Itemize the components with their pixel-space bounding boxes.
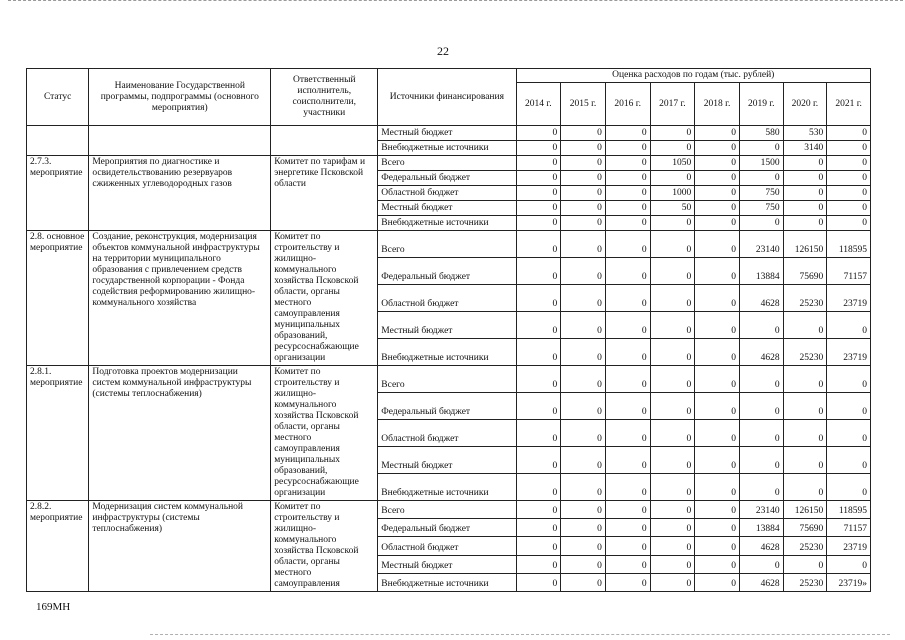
value-cell: 25230 [783, 285, 827, 312]
value-cell: 0 [561, 501, 606, 519]
program-cell [89, 126, 271, 156]
value-cell: 0 [827, 447, 871, 474]
value-cell: 0 [695, 171, 740, 186]
value-cell: 0 [650, 366, 695, 393]
value-cell: 23719 [827, 339, 871, 366]
value-cell: 0 [739, 447, 783, 474]
value-cell: 0 [695, 216, 740, 231]
value-cell: 23719» [827, 573, 871, 591]
value-cell: 0 [650, 285, 695, 312]
table-row [27, 126, 871, 141]
value-cell: 0 [516, 393, 561, 420]
value-cell: 0 [695, 141, 740, 156]
value-cell: 0 [605, 393, 650, 420]
source-cell: Внебюджетные источники [378, 474, 516, 501]
value-cell: 0 [650, 231, 695, 258]
value-cell: 0 [827, 141, 871, 156]
value-cell: 0 [561, 141, 606, 156]
value-cell: 0 [605, 231, 650, 258]
source-cell: Местный бюджет [378, 126, 516, 141]
value-cell: 0 [516, 474, 561, 501]
source-cell: Областной бюджет [378, 537, 516, 555]
value-cell: 0 [516, 186, 561, 201]
value-cell: 0 [650, 141, 695, 156]
header-year: 2018 г. [695, 83, 740, 126]
table-row [27, 156, 871, 171]
program-cell: Создание, реконструкция, модернизация объектов коммунальной инфраструктуры на территории муниципального образования с привлечением средств государственной корпорации - Фонда содействия реформированию жилищно-коммунального хозяйства [89, 231, 271, 366]
value-cell: 0 [695, 126, 740, 141]
value-cell: 0 [605, 339, 650, 366]
value-cell: 0 [605, 141, 650, 156]
value-cell: 0 [561, 126, 606, 141]
value-cell: 0 [516, 231, 561, 258]
value-cell: 0 [605, 366, 650, 393]
value-cell: 0 [827, 201, 871, 216]
scan-bottom-edge [150, 634, 890, 635]
value-cell: 0 [516, 156, 561, 171]
value-cell: 0 [739, 171, 783, 186]
value-cell: 50 [650, 201, 695, 216]
value-cell: 0 [516, 573, 561, 591]
value-cell: 0 [516, 555, 561, 573]
value-cell: 23719 [827, 285, 871, 312]
value-cell: 126150 [783, 501, 827, 519]
executor-cell: Комитет по строительству и жилищно-коммунального хозяйства Псковской области, органы местного самоуправления [271, 501, 378, 592]
value-cell: 0 [695, 447, 740, 474]
program-cell: Подготовка проектов модернизации систем коммунальной инфраструктуры (системы теплоснабжения) [89, 366, 271, 501]
value-cell: 0 [827, 156, 871, 171]
value-cell: 0 [650, 555, 695, 573]
value-cell: 0 [516, 339, 561, 366]
value-cell: 0 [695, 186, 740, 201]
value-cell: 0 [783, 216, 827, 231]
value-cell: 0 [605, 501, 650, 519]
value-cell: 0 [695, 474, 740, 501]
value-cell: 0 [783, 393, 827, 420]
source-cell: Местный бюджет [378, 555, 516, 573]
value-cell: 0 [561, 285, 606, 312]
header-year: 2020 г. [783, 83, 827, 126]
value-cell: 0 [561, 231, 606, 258]
value-cell: 0 [561, 216, 606, 231]
value-cell: 71157 [827, 519, 871, 537]
header-status: Статус [27, 69, 89, 126]
value-cell: 23719 [827, 537, 871, 555]
value-cell: 0 [605, 201, 650, 216]
value-cell: 0 [605, 156, 650, 171]
program-cell: Модернизация систем коммунальной инфраструктуры (системы теплоснабжения) [89, 501, 271, 592]
status-cell: 2.8. основное мероприятие [27, 231, 89, 366]
value-cell: 75690 [783, 258, 827, 285]
value-cell: 0 [561, 171, 606, 186]
value-cell: 0 [650, 339, 695, 366]
executor-cell: Комитет по строительству и жилищно-коммунального хозяйства Псковской области, органы местного самоуправления муниципальных образований, ресурсоснабжающие организации [271, 231, 378, 366]
value-cell: 23140 [739, 231, 783, 258]
header-year: 2021 г. [827, 83, 871, 126]
value-cell: 0 [605, 420, 650, 447]
scan-top-edge [8, 0, 903, 1]
executor-cell [271, 126, 378, 156]
header-program: Наименование Государственной программы, подпрограммы (основного мероприятия) [89, 69, 271, 126]
value-cell: 0 [605, 555, 650, 573]
value-cell: 25230 [783, 573, 827, 591]
value-cell: 0 [650, 216, 695, 231]
value-cell: 0 [783, 447, 827, 474]
value-cell: 0 [561, 186, 606, 201]
value-cell: 0 [605, 312, 650, 339]
value-cell: 0 [605, 186, 650, 201]
value-cell: 23140 [739, 501, 783, 519]
value-cell: 0 [605, 537, 650, 555]
value-cell: 0 [827, 126, 871, 141]
value-cell: 0 [827, 420, 871, 447]
value-cell: 0 [739, 216, 783, 231]
value-cell: 0 [739, 366, 783, 393]
value-cell: 0 [650, 537, 695, 555]
value-cell: 0 [650, 420, 695, 447]
value-cell: 0 [650, 171, 695, 186]
value-cell: 0 [695, 501, 740, 519]
source-cell: Федеральный бюджет [378, 393, 516, 420]
value-cell: 0 [561, 519, 606, 537]
value-cell: 0 [605, 285, 650, 312]
value-cell: 0 [516, 519, 561, 537]
value-cell: 1500 [739, 156, 783, 171]
value-cell: 0 [561, 420, 606, 447]
value-cell: 4628 [739, 537, 783, 555]
value-cell: 0 [739, 312, 783, 339]
value-cell: 0 [695, 312, 740, 339]
executor-cell: Комитет по строительству и жилищно-коммунального хозяйства Псковской области, органы местного самоуправления муниципальных образований, ресурсоснабжающие организации [271, 366, 378, 501]
value-cell: 0 [739, 141, 783, 156]
value-cell: 0 [516, 141, 561, 156]
value-cell: 0 [783, 171, 827, 186]
source-cell: Всего [378, 231, 516, 258]
value-cell: 0 [650, 519, 695, 537]
value-cell: 0 [650, 393, 695, 420]
value-cell: 0 [695, 519, 740, 537]
value-cell: 71157 [827, 258, 871, 285]
source-cell: Местный бюджет [378, 201, 516, 216]
source-cell: Внебюджетные источники [378, 141, 516, 156]
document-code: 169МН [36, 601, 71, 613]
value-cell: 0 [516, 366, 561, 393]
value-cell: 0 [739, 420, 783, 447]
value-cell: 0 [650, 258, 695, 285]
value-cell: 0 [650, 126, 695, 141]
value-cell: 0 [783, 555, 827, 573]
value-cell: 0 [605, 126, 650, 141]
value-cell: 0 [516, 285, 561, 312]
value-cell: 13884 [739, 258, 783, 285]
value-cell: 0 [695, 573, 740, 591]
value-cell: 0 [827, 474, 871, 501]
source-cell: Областной бюджет [378, 420, 516, 447]
header-year: 2019 г. [739, 83, 783, 126]
header-year: 2015 г. [561, 83, 606, 126]
value-cell: 0 [695, 201, 740, 216]
value-cell: 0 [827, 393, 871, 420]
value-cell: 0 [561, 156, 606, 171]
value-cell: 0 [516, 216, 561, 231]
source-cell: Всего [378, 156, 516, 171]
value-cell: 0 [783, 201, 827, 216]
value-cell: 0 [695, 156, 740, 171]
value-cell: 118595 [827, 231, 871, 258]
value-cell: 530 [783, 126, 827, 141]
value-cell: 118595 [827, 501, 871, 519]
value-cell: 0 [827, 555, 871, 573]
table-row [27, 366, 871, 393]
value-cell: 0 [695, 231, 740, 258]
value-cell: 0 [605, 216, 650, 231]
value-cell: 0 [561, 474, 606, 501]
status-cell [27, 126, 89, 156]
value-cell: 0 [516, 258, 561, 285]
status-cell: 2.8.1. мероприятие [27, 366, 89, 501]
value-cell: 580 [739, 126, 783, 141]
value-cell: 4628 [739, 285, 783, 312]
value-cell: 750 [739, 186, 783, 201]
value-cell: 0 [561, 393, 606, 420]
header-executor: Ответственный исполнитель, соисполнители, участники [271, 69, 378, 126]
value-cell: 0 [561, 537, 606, 555]
source-cell: Областной бюджет [378, 186, 516, 201]
value-cell: 0 [516, 447, 561, 474]
source-cell: Федеральный бюджет [378, 171, 516, 186]
value-cell: 126150 [783, 231, 827, 258]
value-cell: 0 [605, 447, 650, 474]
value-cell: 0 [516, 537, 561, 555]
status-cell: 2.8.2. мероприятие [27, 501, 89, 592]
value-cell: 0 [650, 474, 695, 501]
value-cell: 0 [650, 573, 695, 591]
value-cell: 0 [827, 216, 871, 231]
value-cell: 0 [739, 555, 783, 573]
source-cell: Областной бюджет [378, 285, 516, 312]
value-cell: 0 [605, 573, 650, 591]
value-cell: 0 [827, 312, 871, 339]
header-year: 2017 г. [650, 83, 695, 126]
value-cell: 0 [650, 447, 695, 474]
table-row [27, 501, 871, 519]
value-cell: 13884 [739, 519, 783, 537]
value-cell: 0 [783, 156, 827, 171]
value-cell: 0 [695, 393, 740, 420]
value-cell: 25230 [783, 339, 827, 366]
value-cell: 0 [561, 339, 606, 366]
source-cell: Внебюджетные источники [378, 339, 516, 366]
status-cell: 2.7.3. мероприятие [27, 156, 89, 231]
value-cell: 0 [516, 126, 561, 141]
expenditure-table [26, 68, 871, 592]
value-cell: 0 [695, 537, 740, 555]
value-cell: 1000 [650, 186, 695, 201]
page-number: 22 [437, 44, 449, 58]
value-cell: 1050 [650, 156, 695, 171]
value-cell: 0 [827, 186, 871, 201]
value-cell: 0 [516, 201, 561, 216]
source-cell: Внебюджетные источники [378, 573, 516, 591]
value-cell: 4628 [739, 339, 783, 366]
value-cell: 0 [516, 312, 561, 339]
source-cell: Всего [378, 501, 516, 519]
value-cell: 75690 [783, 519, 827, 537]
value-cell: 4628 [739, 573, 783, 591]
value-cell: 0 [561, 258, 606, 285]
value-cell: 0 [650, 501, 695, 519]
value-cell: 750 [739, 201, 783, 216]
source-cell: Всего [378, 366, 516, 393]
value-cell: 0 [695, 258, 740, 285]
value-cell: 0 [739, 393, 783, 420]
source-cell: Местный бюджет [378, 447, 516, 474]
header-estimate: Оценка расходов по годам (тыс. рублей) [516, 69, 871, 83]
source-cell: Внебюджетные источники [378, 216, 516, 231]
value-cell: 0 [650, 312, 695, 339]
value-cell: 0 [561, 201, 606, 216]
value-cell: 0 [695, 555, 740, 573]
value-cell: 0 [561, 555, 606, 573]
value-cell: 0 [695, 366, 740, 393]
value-cell: 3140 [783, 141, 827, 156]
value-cell: 0 [561, 573, 606, 591]
value-cell: 0 [561, 366, 606, 393]
value-cell: 0 [605, 474, 650, 501]
value-cell: 0 [739, 474, 783, 501]
value-cell: 0 [783, 474, 827, 501]
value-cell: 0 [783, 312, 827, 339]
value-cell: 0 [561, 447, 606, 474]
value-cell: 0 [605, 519, 650, 537]
value-cell: 0 [516, 171, 561, 186]
value-cell: 0 [516, 501, 561, 519]
program-cell: Мероприятия по диагностике и освидетельствованию резервуаров сжиженных углеводородных газов [89, 156, 271, 231]
header-year: 2016 г. [605, 83, 650, 126]
value-cell: 0 [605, 258, 650, 285]
table-row [27, 231, 871, 258]
value-cell: 0 [783, 186, 827, 201]
value-cell: 0 [605, 171, 650, 186]
value-cell: 0 [695, 285, 740, 312]
executor-cell: Комитет по тарифам и энергетике Псковской области [271, 156, 378, 231]
value-cell: 0 [827, 366, 871, 393]
value-cell: 0 [783, 366, 827, 393]
value-cell: 0 [561, 312, 606, 339]
value-cell: 0 [827, 171, 871, 186]
source-cell: Местный бюджет [378, 312, 516, 339]
source-cell: Федеральный бюджет [378, 519, 516, 537]
value-cell: 0 [695, 420, 740, 447]
header-year: 2014 г. [516, 83, 561, 126]
value-cell: 0 [695, 339, 740, 366]
value-cell: 0 [783, 420, 827, 447]
value-cell: 25230 [783, 537, 827, 555]
source-cell: Федеральный бюджет [378, 258, 516, 285]
header-sources: Источники финансирования [378, 69, 516, 126]
value-cell: 0 [516, 420, 561, 447]
